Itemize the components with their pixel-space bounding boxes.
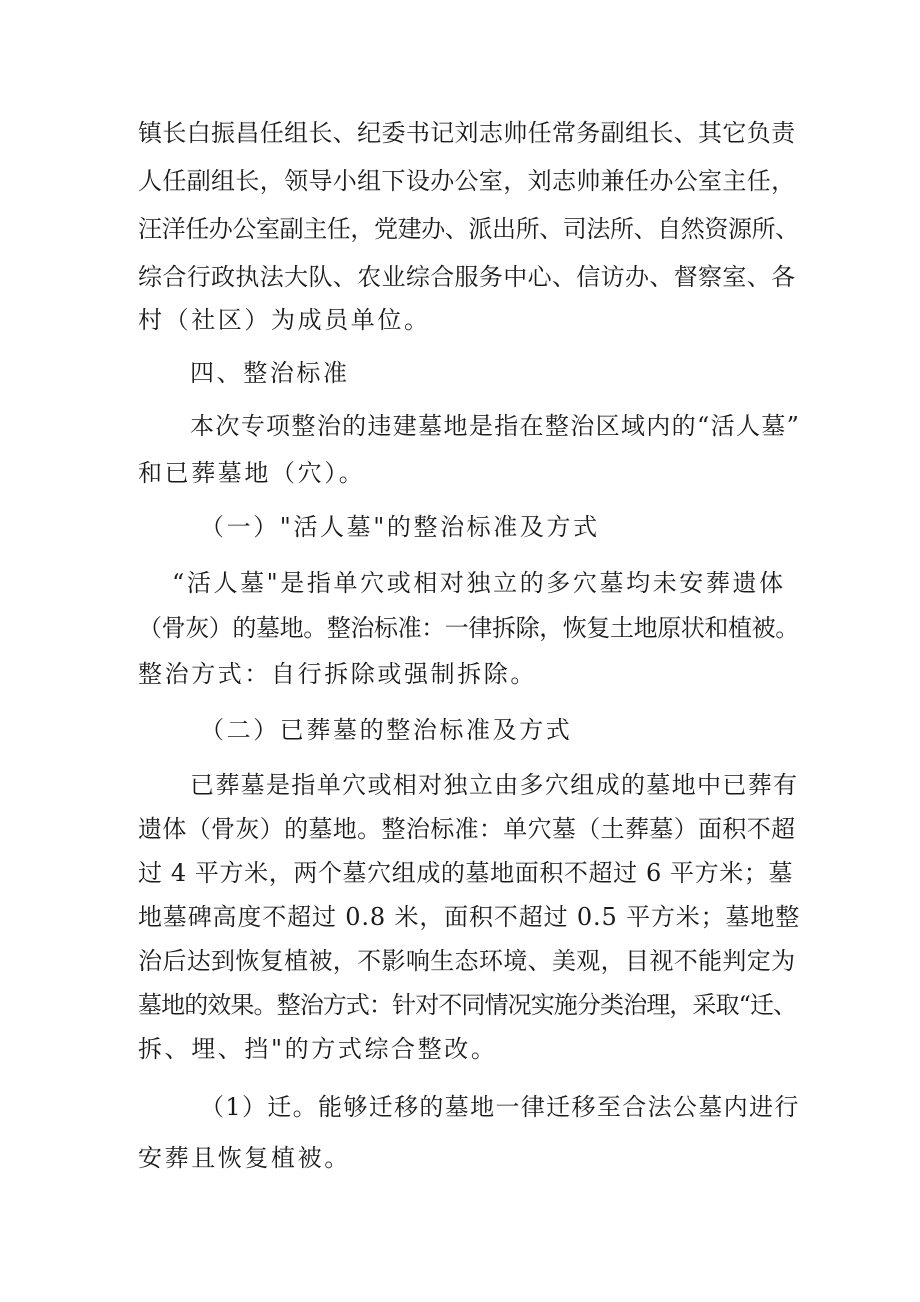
para1-line2: 人任副组长，领导小组下设办公室，刘志帅兼任办公室主任， [138, 167, 796, 195]
para5-line1: （1）迁。能够迁移的墓地一律迁移至合法公墓内进行 [200, 1093, 800, 1121]
para1-line1: 镇长白振昌任组长、纪委书记刘志帅任常务副组长、其它负责 [138, 119, 796, 147]
para3-line2: （骨灰）的墓地。整治标准：一律拆除，恢复土地原状和植被。 [138, 614, 799, 642]
para2-line1: 本次专项整治的违建墓地是指在整治区域内的“活人墓” [190, 412, 801, 440]
para1-line4: 综合行政执法大队、农业综合服务中心、信访办、督察室、各 [138, 263, 796, 291]
section-heading-4: 四、整治标准 [190, 359, 350, 387]
subheading-1: （一）"活人墓"的整治标准及方式 [200, 513, 600, 541]
para4-line7: 拆、埋、挡"的方式综合整改。 [138, 1035, 498, 1063]
para4-line2: 遗体（骨灰）的墓地。整治标准：单穴墓（土葬墓）面积不超 [138, 815, 796, 843]
para1-line5: 村（社区）为成员单位。 [138, 306, 431, 334]
para5-line2: 安葬且恢复植被。 [138, 1144, 351, 1172]
para4-line6: 墓地的效果。整治方式：针对不同情况实施分类治理，采取“迁、 [138, 991, 797, 1019]
para4-line1: 已葬墓是指单穴或相对独立由多穴组成的墓地中已葬有 [190, 771, 799, 799]
para4-line3: 过 4 平方米，两个墓穴组成的墓地面积不超过 6 平方米；墓 [138, 859, 794, 887]
para3-line3: 整治方式：自行拆除或强制拆除。 [138, 660, 537, 688]
para1-line3: 汪洋任办公室副主任，党建办、派出所、司法所、自然资源所、 [138, 215, 799, 243]
para3-line1: “活人墓"是指单穴或相对独立的多穴墓均未安葬遗体 [172, 569, 786, 597]
para4-line4: 地墓碑高度不超过 0.8 米，面积不超过 0.5 平方米；墓地整 [138, 903, 801, 931]
subheading-2: （二）已葬墓的整治标准及方式 [200, 716, 573, 744]
para4-line5: 治后达到恢复植被，不影响生态环境、美观，目视不能判定为 [138, 947, 796, 975]
para2-line2: 和已葬墓地（穴）。 [138, 459, 366, 487]
